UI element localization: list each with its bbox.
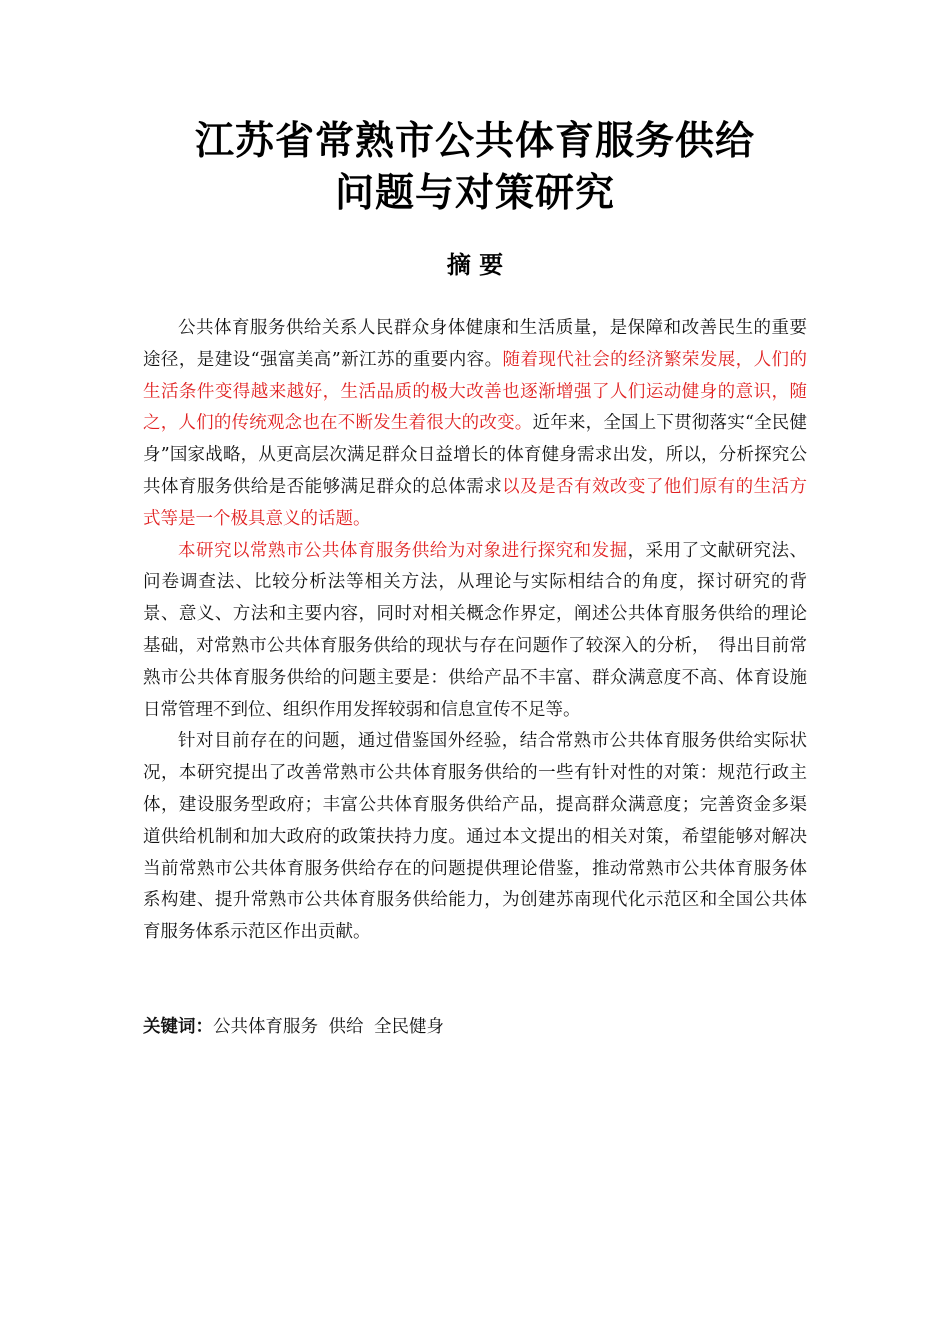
paragraph-2-highlight: 本研究以常熟市公共体育服务供给为对象进行探究和发掘 [178, 540, 628, 561]
paragraph-1-text-a: 公共体育服务供给关系人民群众身体健康和生活质量，是保障和改善民生的重要途径，是建设“强富美高”新江苏的重要内容。 [143, 318, 807, 370]
abstract-body [143, 313, 807, 949]
keyword-item: 供给 [328, 1017, 364, 1037]
keywords-label: 关键词： [143, 1017, 213, 1037]
keyword-item: 公共体育服务 [213, 1017, 318, 1037]
keywords-line [143, 1011, 807, 1043]
abstract-heading: 摘 要 [446, 251, 504, 279]
document-title-line-1: 江苏省常熟市公共体育服务供给 [194, 119, 755, 164]
abstract-paragraph-1 [143, 313, 807, 536]
paragraph-2-text: ，采用了文献研究法、问卷调查法、比较分析法等相关方法，从理论与实际相结合的角度，探讨研究的背景、意义、方法和主要内容，同时对相关概念作界定，阐述公共体育服务供给的理论基础，对常熟市公共体育服务供给的现状与存在问题作了较深入的分析， 得出目前常熟市公共体育服务供给的问题主要是：供给产品不丰富、群众满意度不高、体育设施日常管理不到位、组织作用发挥较弱和信息宣传不足等。 [143, 540, 808, 720]
paragraph-1-text-b: 近年来，全国上下贯彻落实“全民健身”国家战略，从更高层次满足群众日益增长的体育健身需求出发，所以，分析探究公共体育服务供给是否能够满足群众的总体需求 [143, 413, 808, 497]
paragraph-1-highlight-a: 随着现代社会的经济繁荣发展，人们的生活条件变得越来越好，生活品质的极大改善也逐渐增强了人们运动健身的意识，随之，人们的传统观念也在不断发生着很大的改变。 [143, 349, 807, 434]
abstract-paragraph-3: 针对目前存在的问题，通过借鉴国外经验，结合常熟市公共体育服务供给实际状况，本研究提出了改善常熟市公共体育服务供给的一些有针对性的对策：规范行政主体，建设服务型政府；丰富公共体育服务供给产品，提高群众满意度；完善资金多渠道供给机制和加大政府的政策扶持力度。通过本文提出的相关对策，希望能够对解决当前常熟市公共体育服务供给存在的问题提供理论借鉴，推动常熟市公共体育服务体系构建、提升常熟市公共体育服务供给能力，为创建苏南现代化示范区和全国公共体育服务体系示范区作出贡献。 [143, 731, 807, 943]
document-title-line-2: 问题与对策研究 [334, 171, 615, 216]
abstract-paragraph-2 [143, 536, 807, 727]
paragraph-1-highlight-b: 以及是否有效改变了他们原有的生活方式等是一个极具意义的话题。 [143, 476, 808, 529]
keyword-item: 全民健身 [374, 1017, 444, 1037]
